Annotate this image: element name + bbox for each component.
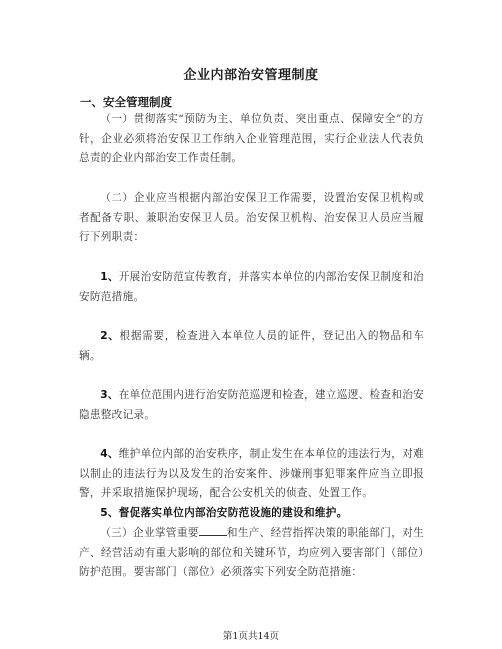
- list-item: [79, 327, 424, 366]
- document-title: 企业内部治安管理制度: [183, 68, 319, 83]
- paragraph-2: （二）企业应当根据内部治安保卫工作需要，设置治安保卫机构或者配备专职、兼职治安保卫人员。治安保卫机构、治安保卫人员应当履行下列职责：: [79, 192, 424, 244]
- paragraph-1: （一）贯彻落实“预防为主、单位负责、突出重点、保障安全”的方针，企业必须将治安保卫工作纳入企业管理范围，实行企业法人代表负总责的企业内部治安工作责任制。: [79, 113, 424, 165]
- list-item-text: 根据需要，检查进入本单位人员的证件，登记出入的物品和车辆。: [79, 330, 424, 362]
- list-item-text: 在单位范围内进行治安防范巡逻和检查，建立巡逻、检查和治安隐患整改记录。: [79, 389, 424, 421]
- fill-blank-line: [199, 525, 227, 536]
- list-item-text: 维护单位内部的治安秩序，制止发生在本单位的违法行为，对难以制止的违法行为以及发生的治安案件、涉嫌刑事犯罪案件应当立即报警，并采取措施保护现场，配合公安机关的侦查、处置工作。: [79, 448, 424, 500]
- list-item: [79, 268, 424, 307]
- list-item-number: 1、: [100, 271, 119, 283]
- list-item: [79, 445, 424, 504]
- list-item-number: 4、: [100, 448, 119, 460]
- list-item-text: 开展治安防范宣传教育，并落实本单位的内部治安保卫制度和治安防范措施。: [79, 271, 424, 303]
- paragraph-3-end: 和生产、经营指挥决策的职能部门，对生产、经营活动有重大影响的部位和关键环节，均应列入要害部门（部位）防护范围。要害部门（部位）必须落实下列安全防范措施：: [79, 527, 424, 579]
- list-item-number: 2、: [100, 330, 120, 342]
- list-item-number: 3、: [100, 389, 119, 401]
- list-item: [79, 386, 424, 425]
- section-heading: 一、安全管理制度: [80, 95, 172, 109]
- paragraph-3-start: （三）企业掌管重要: [100, 527, 199, 539]
- list-item-bold: 5、督促落实单位内部治安防范设施的建设和维护。: [100, 507, 348, 519]
- page-footer: 第1页共14页: [222, 631, 280, 642]
- paragraph-3: [79, 524, 424, 583]
